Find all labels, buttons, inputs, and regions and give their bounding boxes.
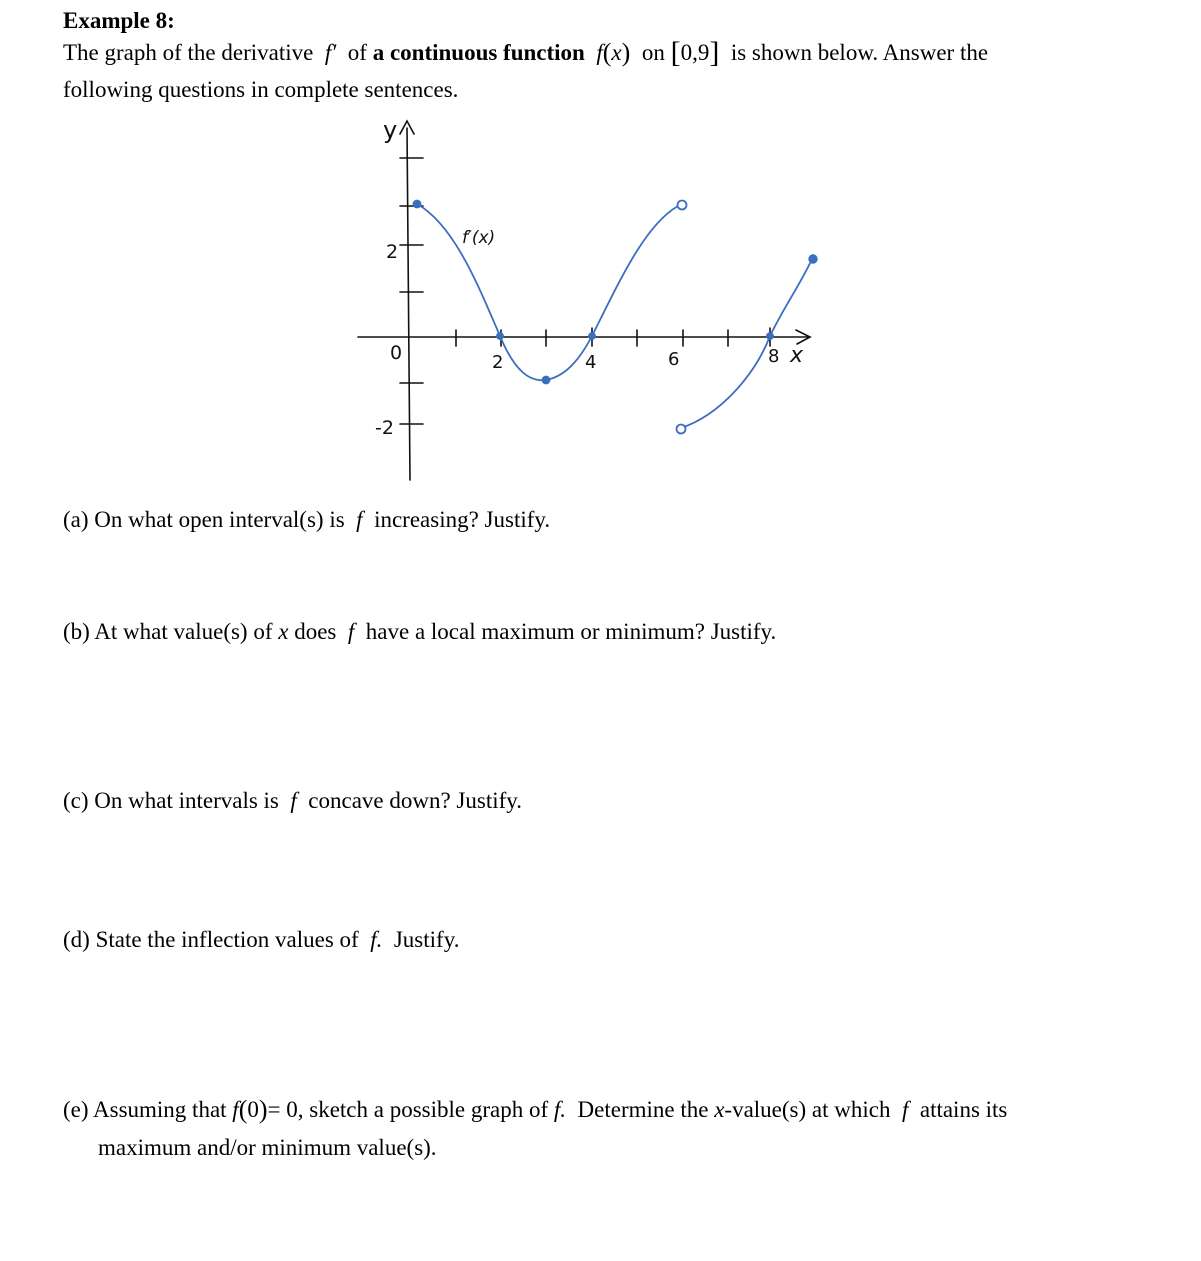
question-a — [63, 505, 550, 535]
intro-text-2: of — [347, 40, 367, 65]
end-point-closed — [809, 255, 817, 263]
intro-line-2: following questions in complete sentences. — [63, 77, 459, 102]
zero-point-8 — [767, 333, 773, 339]
question-a-text-2: increasing? Justify. — [374, 507, 551, 532]
question-e-text-4: -value(s) at which — [724, 1097, 891, 1122]
question-e-x: x — [714, 1097, 725, 1122]
question-b — [63, 617, 776, 647]
y-tick-label-neg2: -2 — [375, 417, 394, 439]
intro-text-1: The graph of the derivative — [63, 40, 314, 65]
question-c — [63, 786, 522, 816]
fprime-symbol: f′ — [324, 40, 337, 65]
y-axis — [407, 128, 410, 480]
question-c-f: f — [290, 788, 297, 813]
question-d-text-2: Justify. — [393, 927, 460, 952]
x-symbol: x — [611, 40, 622, 65]
question-e: (e) Assuming that f(0)= 0, sketch a possible graph of f. Determine the x-value(s) at which f attains its — [63, 1095, 1008, 1124]
x-axis-label: x — [790, 343, 804, 368]
question-e-text-3: Determine the — [577, 1097, 709, 1122]
intro-text-4: is shown below. Answer the — [730, 40, 989, 65]
intro-line-1: The graph of the derivative f′ of a continuous function f(x) on [0,9] is shown below. Answer the — [63, 36, 989, 69]
y-tick-label-2: 2 — [386, 241, 399, 263]
question-c-text-2: concave down? Justify. — [308, 788, 523, 813]
question-d — [63, 925, 459, 955]
zero-point-2 — [497, 333, 503, 339]
x-tick-label-2: 2 — [492, 352, 504, 373]
y-tick-marks — [400, 158, 423, 424]
question-b-text-3: have a local maximum or minimum? Justify. — [365, 619, 777, 644]
question-b-f: f — [347, 619, 355, 644]
example-heading: Example 8: — [63, 8, 175, 33]
question-a-f: f — [356, 507, 363, 532]
question-b-text-2: does — [294, 619, 337, 644]
question-e-line-2: maximum and/or minimum value(s). — [98, 1135, 437, 1160]
intro-text-3: on — [641, 40, 665, 65]
open-circle-lower — [677, 425, 686, 434]
question-e-text: (e) Assuming that — [63, 1097, 227, 1122]
question-c-text: (c) On what intervals is — [63, 788, 279, 813]
question-b-text: (b) At what value(s) of — [63, 619, 273, 644]
question-d-text: (d) State the inflection values of — [63, 927, 359, 952]
question-e-f2: f. — [553, 1097, 567, 1122]
question-e-f: f — [232, 1097, 239, 1122]
y-tick-label-0: 0 — [390, 342, 403, 364]
open-circle-upper — [678, 201, 687, 210]
y-axis-label: y — [383, 116, 398, 144]
interval-value: 0,9 — [680, 40, 710, 65]
curve-left-branch — [417, 204, 678, 380]
x-tick-label-6: 6 — [668, 349, 680, 370]
start-point-closed — [414, 201, 421, 208]
derivative-graph — [340, 110, 840, 490]
curve-label: f′(x) — [462, 228, 496, 248]
question-e-arg: 0 — [247, 1097, 259, 1122]
question-e-text-2: = 0, sketch a possible graph of — [267, 1097, 549, 1122]
minimum-point — [543, 377, 550, 384]
zero-point-4 — [589, 333, 595, 339]
f-symbol: f — [596, 40, 603, 65]
question-d-f: f. — [370, 927, 383, 952]
question-a-text: (a) On what open interval(s) is — [63, 507, 345, 532]
x-tick-label-8: 8 — [768, 346, 780, 367]
question-e-f3: f — [901, 1097, 909, 1122]
question-e-text-5: attains its — [919, 1097, 1008, 1122]
x-tick-label-4: 4 — [585, 352, 597, 373]
intro-bold-phrase: a continuous function — [372, 40, 585, 65]
question-b-x: x — [278, 619, 289, 644]
